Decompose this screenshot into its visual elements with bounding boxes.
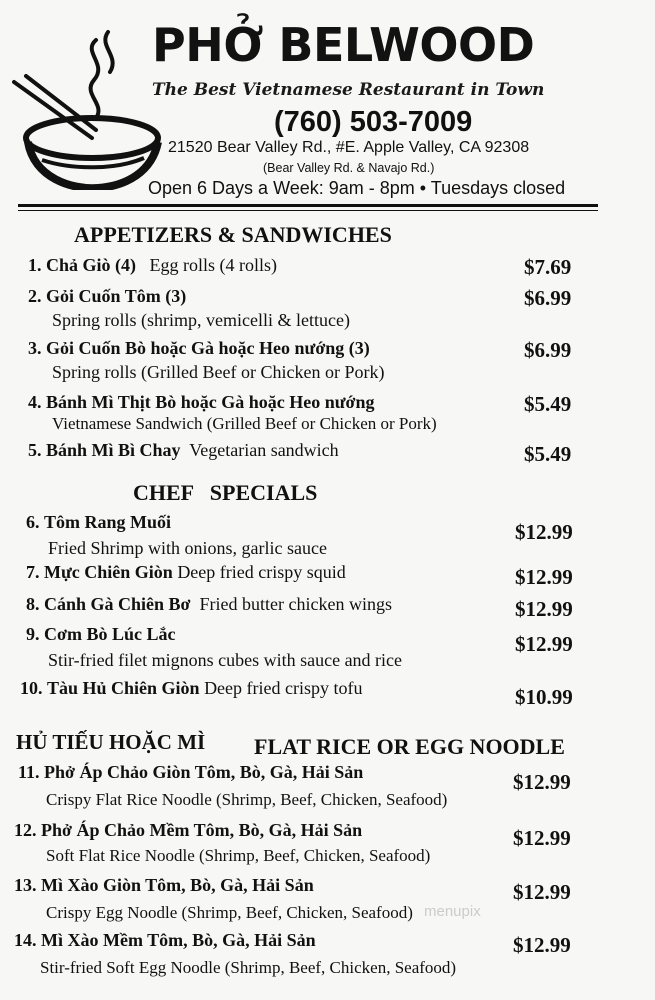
item-number: 11. [18,762,40,782]
item-number: 3. [28,338,42,358]
item-description: Deep fried crispy squid [177,562,346,582]
tagline: The Best Vietnamese Restaurant in Town [152,80,545,100]
item-description: Fried butter chicken wings [199,594,392,614]
item-description: Crispy Egg Noodle (Shrimp, Beef, Chicken, Seafood) [46,903,413,922]
item-number: 7. [26,562,40,582]
item-price: $5.49 [524,442,572,466]
item-price: $5.49 [524,392,572,416]
item-name: Gỏi Cuốn Bò hoặc Gà hoặc Heo nướng (3) [46,338,370,358]
item-number: 4. [28,392,42,412]
item-name: Gỏi Cuốn Tôm (3) [46,286,187,306]
item-name: Phở Áp Chảo Giòn Tôm, Bò, Gà, Hải Sản [44,762,364,782]
item-name: Mực Chiên Giòn [44,562,173,582]
opening-hours: Open 6 Days a Week: 9am - 8pm • Tuesdays closed [148,178,566,198]
item-price: $12.99 [515,565,573,589]
item-price: $7.69 [524,255,572,279]
item-description: Stir-fried Soft Egg Noodle (Shrimp, Beef, Chicken, Seafood) [40,958,457,977]
item-number: 10. [20,678,43,698]
item-number: 14. [14,930,37,950]
menu-header [0,0,655,200]
section-title-noodles-vn: HỦ TIẾU HOẶC MÌ [16,730,206,754]
item-price: $12.99 [513,770,571,794]
item-number: 5. [28,440,42,460]
item-name: Tàu Hủ Chiên Giòn [47,678,200,698]
item-number: 13. [14,875,37,895]
item-name: Mì Xào Mềm Tôm, Bò, Gà, Hải Sản [41,930,316,950]
item-description: Stir-fried filet mignons cubes with sauce and rice [48,650,403,670]
item-description: Vegetarian sandwich [189,440,339,460]
item-price: $12.99 [515,520,573,544]
address: 21520 Bear Valley Rd., #E. Apple Valley, CA 92308 [168,139,530,156]
item-number: 8. [26,594,40,614]
item-name: Cánh Gà Chiên Bơ [44,594,191,614]
item-number: 2. [28,286,42,306]
phone-number[interactable]: (760) 503-7009 [274,106,473,138]
item-name: Tôm Rang Muối [44,512,172,532]
item-price: $6.99 [524,338,572,362]
item-name: Mì Xào Giòn Tôm, Bò, Gà, Hải Sản [41,875,314,895]
item-price: $12.99 [515,632,573,656]
item-name: Bánh Mì Thịt Bò hoặc Gà hoặc Heo nướng [46,392,375,412]
item-price: $12.99 [513,880,571,904]
section-title-chef-specials: CHEF SPECIALS [133,480,318,505]
watermark: menupix [424,903,481,920]
item-description: Egg rolls (4 rolls) [149,255,277,275]
noodle-bowl-logo-icon [12,20,162,190]
item-description: Deep fried crispy tofu [204,678,363,698]
item-price: $12.99 [513,826,571,850]
item-number: 1. [28,255,42,275]
item-description: Vietnamese Sandwich (Grilled Beef or Chicken or Pork) [52,414,437,433]
item-description: Crispy Flat Rice Noodle (Shrimp, Beef, Chicken, Seafood) [46,790,448,809]
restaurant-name: PHỞ BELWOOD [152,18,535,72]
item-number: 12. [14,820,37,840]
item-name: Phở Áp Chảo Mềm Tôm, Bò, Gà, Hải Sản [41,820,363,840]
item-number: 9. [26,624,40,644]
item-price: $12.99 [515,597,573,621]
item-description: Spring rolls (Grilled Beef or Chicken or Pork) [52,362,385,382]
item-description: Fried Shrimp with onions, garlic sauce [48,538,327,558]
section-title-noodles-en: FLAT RICE OR EGG NOODLE [254,734,565,759]
header-divider [18,204,598,207]
item-name: Bánh Mì Bì Chay [46,440,181,460]
item-name: Chả Giò (4) [46,255,136,275]
item-name: Cơm Bò Lúc Lắc [44,624,176,644]
item-description: Soft Flat Rice Noodle (Shrimp, Beef, Chicken, Seafood) [46,846,431,865]
item-price: $12.99 [513,933,571,957]
item-price: $6.99 [524,286,572,310]
cross-streets: (Bear Valley Rd. & Navajo Rd.) [263,161,435,175]
item-price: $10.99 [515,685,573,709]
section-title-appetizers: APPETIZERS & SANDWICHES [74,222,392,247]
header-divider-thin [18,210,598,211]
item-description: Spring rolls (shrimp, vemicelli & lettuce) [52,310,350,330]
item-number: 6. [26,512,40,532]
